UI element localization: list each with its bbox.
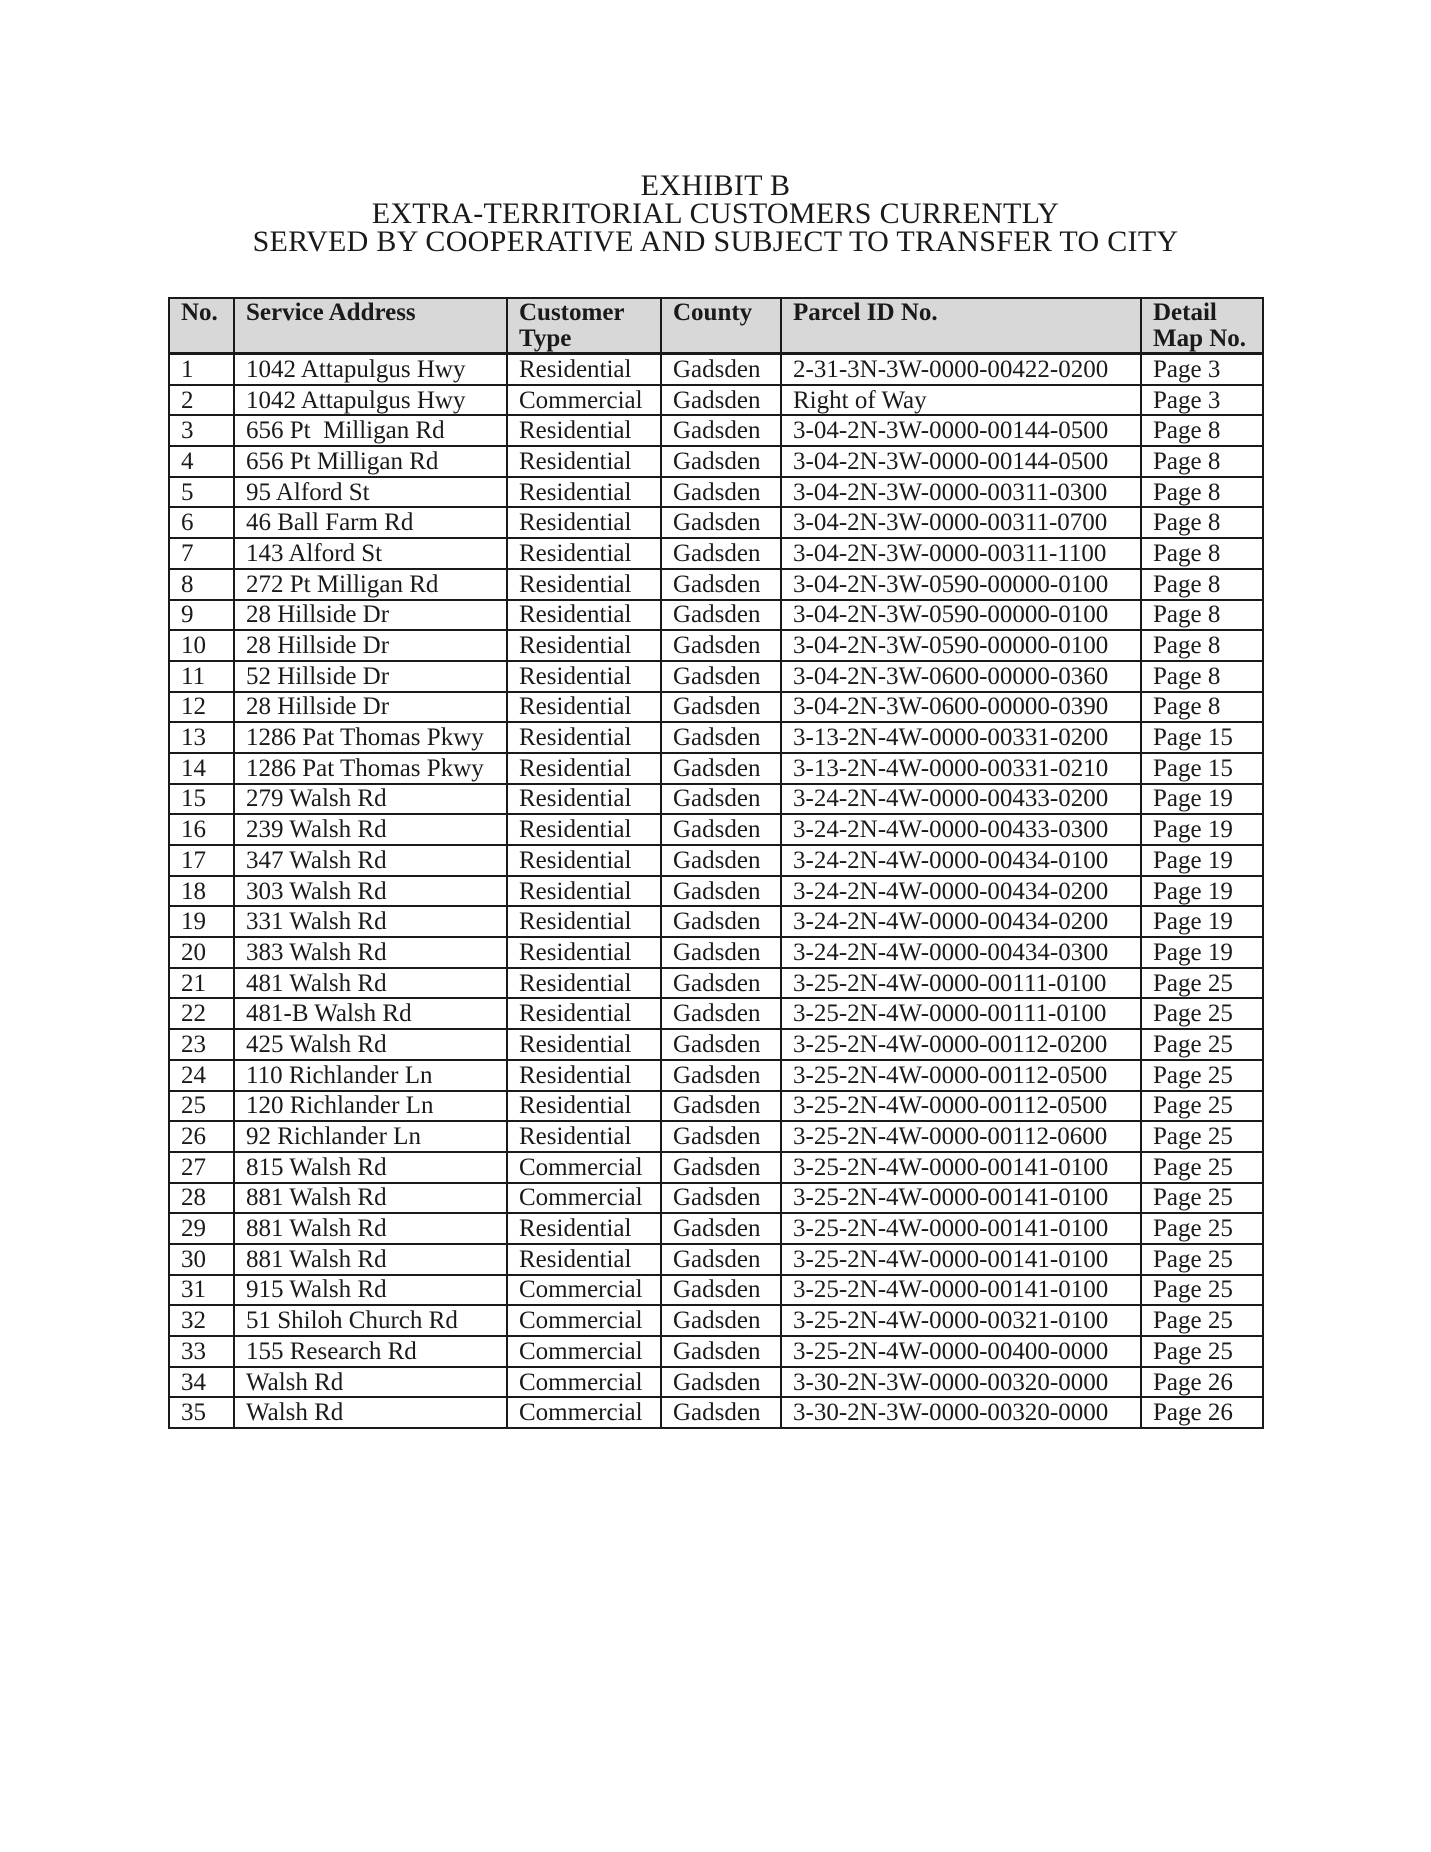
cell-detail-map: Page 25 — [1141, 1305, 1263, 1336]
cell-service-address: 1286 Pat Thomas Pkwy — [234, 722, 507, 753]
cell-county: Gadsden — [661, 1152, 781, 1183]
table-row — [169, 937, 1263, 968]
cell-detail-map: Page 25 — [1141, 1029, 1263, 1060]
cell-service-address: 1286 Pat Thomas Pkwy — [234, 753, 507, 784]
table-row — [169, 722, 1263, 753]
cell-no: 12 — [169, 692, 234, 723]
cell-detail-map: Page 8 — [1141, 630, 1263, 661]
cell-county: Gadsden — [661, 446, 781, 477]
cell-no: 35 — [169, 1397, 234, 1428]
cell-parcel-id: 3-04-2N-3W-0600-00000-0390 — [781, 692, 1141, 723]
cell-service-address: 425 Walsh Rd — [234, 1029, 507, 1060]
cell-service-address: 915 Walsh Rd — [234, 1275, 507, 1306]
cell-service-address: 1042 Attapulgus Hwy — [234, 385, 507, 416]
column-header-detail-map: Detail Map No. — [1141, 298, 1263, 354]
table-row — [169, 998, 1263, 1029]
cell-customer-type: Residential — [507, 845, 661, 876]
cell-county: Gadsden — [661, 1305, 781, 1336]
cell-detail-map: Page 8 — [1141, 507, 1263, 538]
cell-detail-map: Page 25 — [1141, 968, 1263, 999]
cell-customer-type: Commercial — [507, 1275, 661, 1306]
cell-detail-map: Page 8 — [1141, 477, 1263, 508]
cell-county: Gadsden — [661, 630, 781, 661]
cell-county: Gadsden — [661, 1213, 781, 1244]
cell-parcel-id: 3-25-2N-4W-0000-00111-0100 — [781, 968, 1141, 999]
cell-no: 11 — [169, 661, 234, 692]
cell-no: 13 — [169, 722, 234, 753]
table-row — [169, 1305, 1263, 1336]
cell-county: Gadsden — [661, 1060, 781, 1091]
cell-service-address: 155 Research Rd — [234, 1336, 507, 1367]
table-row — [169, 968, 1263, 999]
cell-county: Gadsden — [661, 968, 781, 999]
cell-detail-map: Page 3 — [1141, 385, 1263, 416]
cell-parcel-id: 3-30-2N-3W-0000-00320-0000 — [781, 1397, 1141, 1428]
cell-detail-map: Page 15 — [1141, 722, 1263, 753]
cell-customer-type: Residential — [507, 569, 661, 600]
cell-parcel-id: 2-31-3N-3W-0000-00422-0200 — [781, 354, 1141, 385]
cell-county: Gadsden — [661, 538, 781, 569]
table-row — [169, 507, 1263, 538]
cell-customer-type: Residential — [507, 998, 661, 1029]
cell-county: Gadsden — [661, 1121, 781, 1152]
table-row — [169, 814, 1263, 845]
cell-detail-map: Page 19 — [1141, 937, 1263, 968]
cell-parcel-id: 3-30-2N-3W-0000-00320-0000 — [781, 1367, 1141, 1398]
column-header-service-address: Service Address — [234, 298, 507, 354]
cell-detail-map: Page 8 — [1141, 446, 1263, 477]
table-row — [169, 876, 1263, 907]
cell-no: 26 — [169, 1121, 234, 1152]
table-row — [169, 415, 1263, 446]
cell-county: Gadsden — [661, 1367, 781, 1398]
cell-parcel-id: 3-25-2N-4W-0000-00141-0100 — [781, 1244, 1141, 1275]
table-row — [169, 385, 1263, 416]
cell-detail-map: Page 8 — [1141, 415, 1263, 446]
table-row — [169, 630, 1263, 661]
table-row — [169, 1029, 1263, 1060]
table-row — [169, 600, 1263, 631]
cell-county: Gadsden — [661, 415, 781, 446]
cell-detail-map: Page 25 — [1141, 1091, 1263, 1122]
table-row — [169, 661, 1263, 692]
cell-parcel-id: 3-24-2N-4W-0000-00433-0300 — [781, 814, 1141, 845]
cell-customer-type: Residential — [507, 906, 661, 937]
cell-county: Gadsden — [661, 998, 781, 1029]
table-row — [169, 538, 1263, 569]
cell-county: Gadsden — [661, 722, 781, 753]
table-row — [169, 1336, 1263, 1367]
cell-detail-map: Page 25 — [1141, 998, 1263, 1029]
cell-customer-type: Residential — [507, 876, 661, 907]
cell-county: Gadsden — [661, 507, 781, 538]
cell-customer-type: Commercial — [507, 1305, 661, 1336]
table-row — [169, 1275, 1263, 1306]
cell-parcel-id: 3-24-2N-4W-0000-00433-0200 — [781, 784, 1141, 815]
cell-customer-type: Residential — [507, 600, 661, 631]
cell-no: 29 — [169, 1213, 234, 1244]
cell-customer-type: Residential — [507, 415, 661, 446]
cell-no: 16 — [169, 814, 234, 845]
table-row — [169, 1060, 1263, 1091]
column-header-county: County — [661, 298, 781, 354]
cell-detail-map: Page 25 — [1141, 1275, 1263, 1306]
cell-customer-type: Commercial — [507, 1397, 661, 1428]
cell-no: 34 — [169, 1367, 234, 1398]
cell-parcel-id: 3-04-2N-3W-0590-00000-0100 — [781, 630, 1141, 661]
column-header-no: No. — [169, 298, 234, 354]
table-row — [169, 692, 1263, 723]
cell-county: Gadsden — [661, 477, 781, 508]
cell-customer-type: Residential — [507, 722, 661, 753]
table-row — [169, 1152, 1263, 1183]
cell-customer-type: Commercial — [507, 1367, 661, 1398]
cell-no: 7 — [169, 538, 234, 569]
cell-parcel-id: 3-25-2N-4W-0000-00321-0100 — [781, 1305, 1141, 1336]
cell-county: Gadsden — [661, 354, 781, 385]
cell-parcel-id: 3-13-2N-4W-0000-00331-0210 — [781, 753, 1141, 784]
cell-no: 15 — [169, 784, 234, 815]
cell-service-address: Walsh Rd — [234, 1367, 507, 1398]
cell-parcel-id: 3-04-2N-3W-0000-00144-0500 — [781, 446, 1141, 477]
cell-customer-type: Residential — [507, 753, 661, 784]
cell-customer-type: Residential — [507, 1060, 661, 1091]
cell-parcel-id: 3-25-2N-4W-0000-00112-0500 — [781, 1060, 1141, 1091]
cell-detail-map: Page 26 — [1141, 1397, 1263, 1428]
cell-detail-map: Page 25 — [1141, 1213, 1263, 1244]
table-row — [169, 1183, 1263, 1214]
cell-parcel-id: 3-25-2N-4W-0000-00141-0100 — [781, 1152, 1141, 1183]
cell-no: 25 — [169, 1091, 234, 1122]
cell-no: 10 — [169, 630, 234, 661]
cell-service-address: 881 Walsh Rd — [234, 1244, 507, 1275]
cell-parcel-id: 3-04-2N-3W-0000-00311-1100 — [781, 538, 1141, 569]
table-header-row — [169, 298, 1263, 354]
cell-detail-map: Page 25 — [1141, 1152, 1263, 1183]
cell-service-address: 1042 Attapulgus Hwy — [234, 354, 507, 385]
cell-parcel-id: 3-25-2N-4W-0000-00141-0100 — [781, 1275, 1141, 1306]
table-row — [169, 1244, 1263, 1275]
cell-no: 32 — [169, 1305, 234, 1336]
column-header-parcel-id: Parcel ID No. — [781, 298, 1141, 354]
cell-service-address: 272 Pt Milligan Rd — [234, 569, 507, 600]
table-row — [169, 1121, 1263, 1152]
cell-parcel-id: 3-25-2N-4W-0000-00400-0000 — [781, 1336, 1141, 1367]
cell-service-address: 28 Hillside Dr — [234, 692, 507, 723]
cell-parcel-id: 3-25-2N-4W-0000-00141-0100 — [781, 1213, 1141, 1244]
cell-no: 17 — [169, 845, 234, 876]
cell-no: 8 — [169, 569, 234, 600]
table-row — [169, 354, 1263, 385]
cell-service-address: 656 Pt Milligan Rd — [234, 415, 507, 446]
table-header — [169, 298, 1263, 354]
cell-parcel-id: 3-04-2N-3W-0000-00311-0300 — [781, 477, 1141, 508]
cell-county: Gadsden — [661, 600, 781, 631]
table-row — [169, 1213, 1263, 1244]
cell-county: Gadsden — [661, 1275, 781, 1306]
cell-parcel-id: 3-04-2N-3W-0000-00144-0500 — [781, 415, 1141, 446]
cell-customer-type: Residential — [507, 1029, 661, 1060]
cell-customer-type: Residential — [507, 784, 661, 815]
cell-detail-map: Page 19 — [1141, 876, 1263, 907]
cell-service-address: 656 Pt Milligan Rd — [234, 446, 507, 477]
cell-no: 4 — [169, 446, 234, 477]
cell-detail-map: Page 8 — [1141, 569, 1263, 600]
cell-service-address: 51 Shiloh Church Rd — [234, 1305, 507, 1336]
cell-service-address: 881 Walsh Rd — [234, 1183, 507, 1214]
cell-service-address: Walsh Rd — [234, 1397, 507, 1428]
cell-county: Gadsden — [661, 784, 781, 815]
cell-no: 6 — [169, 507, 234, 538]
cell-service-address: 881 Walsh Rd — [234, 1213, 507, 1244]
cell-detail-map: Page 25 — [1141, 1244, 1263, 1275]
cell-no: 18 — [169, 876, 234, 907]
cell-customer-type: Residential — [507, 477, 661, 508]
cell-service-address: 331 Walsh Rd — [234, 906, 507, 937]
cell-county: Gadsden — [661, 814, 781, 845]
cell-parcel-id: 3-24-2N-4W-0000-00434-0100 — [781, 845, 1141, 876]
cell-detail-map: Page 26 — [1141, 1367, 1263, 1398]
title-line-customers: EXTRA-TERRITORIAL CUSTOMERS CURRENTLY — [371, 197, 1060, 230]
cell-parcel-id: 3-25-2N-4W-0000-00112-0600 — [781, 1121, 1141, 1152]
cell-county: Gadsden — [661, 845, 781, 876]
title-line-exhibit: EXHIBIT B — [640, 169, 791, 202]
cell-parcel-id: 3-25-2N-4W-0000-00112-0500 — [781, 1091, 1141, 1122]
cell-service-address: 52 Hillside Dr — [234, 661, 507, 692]
cell-customer-type: Residential — [507, 692, 661, 723]
cell-county: Gadsden — [661, 661, 781, 692]
cell-parcel-id: 3-24-2N-4W-0000-00434-0300 — [781, 937, 1141, 968]
cell-parcel-id: 3-25-2N-4W-0000-00112-0200 — [781, 1029, 1141, 1060]
cell-service-address: 28 Hillside Dr — [234, 600, 507, 631]
cell-customer-type: Residential — [507, 661, 661, 692]
table-row — [169, 477, 1263, 508]
cell-service-address: 95 Alford St — [234, 477, 507, 508]
cell-parcel-id: Right of Way — [781, 385, 1141, 416]
cell-county: Gadsden — [661, 1397, 781, 1428]
cell-no: 19 — [169, 906, 234, 937]
cell-detail-map: Page 3 — [1141, 354, 1263, 385]
cell-parcel-id: 3-04-2N-3W-0000-00311-0700 — [781, 507, 1141, 538]
document-title — [0, 169, 1431, 258]
title-line-served: SERVED BY COOPERATIVE AND SUBJECT TO TRANSFER TO CITY — [252, 225, 1179, 258]
cell-county: Gadsden — [661, 753, 781, 784]
cell-no: 23 — [169, 1029, 234, 1060]
cell-parcel-id: 3-13-2N-4W-0000-00331-0200 — [781, 722, 1141, 753]
table-row — [169, 446, 1263, 477]
cell-detail-map: Page 8 — [1141, 538, 1263, 569]
cell-service-address: 110 Richlander Ln — [234, 1060, 507, 1091]
table-row — [169, 569, 1263, 600]
cell-service-address: 481 Walsh Rd — [234, 968, 507, 999]
table-row — [169, 906, 1263, 937]
cell-no: 24 — [169, 1060, 234, 1091]
cell-county: Gadsden — [661, 1183, 781, 1214]
cell-customer-type: Residential — [507, 1213, 661, 1244]
cell-parcel-id: 3-04-2N-3W-0590-00000-0100 — [781, 600, 1141, 631]
cell-customer-type: Residential — [507, 446, 661, 477]
customers-table — [168, 297, 1264, 1429]
cell-detail-map: Page 25 — [1141, 1121, 1263, 1152]
cell-service-address: 120 Richlander Ln — [234, 1091, 507, 1122]
cell-parcel-id: 3-25-2N-4W-0000-00111-0100 — [781, 998, 1141, 1029]
table-body — [169, 354, 1263, 1429]
cell-no: 27 — [169, 1152, 234, 1183]
table-row — [169, 1091, 1263, 1122]
cell-no: 28 — [169, 1183, 234, 1214]
cell-detail-map: Page 25 — [1141, 1060, 1263, 1091]
cell-no: 20 — [169, 937, 234, 968]
cell-customer-type: Commercial — [507, 1183, 661, 1214]
cell-no: 31 — [169, 1275, 234, 1306]
cell-detail-map: Page 19 — [1141, 845, 1263, 876]
cell-detail-map: Page 19 — [1141, 784, 1263, 815]
cell-service-address: 46 Ball Farm Rd — [234, 507, 507, 538]
cell-customer-type: Commercial — [507, 1152, 661, 1183]
cell-service-address: 481-B Walsh Rd — [234, 998, 507, 1029]
cell-no: 14 — [169, 753, 234, 784]
cell-customer-type: Residential — [507, 630, 661, 661]
cell-parcel-id: 3-04-2N-3W-0600-00000-0360 — [781, 661, 1141, 692]
cell-service-address: 303 Walsh Rd — [234, 876, 507, 907]
cell-customer-type: Residential — [507, 507, 661, 538]
cell-parcel-id: 3-24-2N-4W-0000-00434-0200 — [781, 876, 1141, 907]
cell-detail-map: Page 19 — [1141, 906, 1263, 937]
cell-customer-type: Residential — [507, 814, 661, 845]
cell-service-address: 92 Richlander Ln — [234, 1121, 507, 1152]
cell-detail-map: Page 25 — [1141, 1336, 1263, 1367]
cell-county: Gadsden — [661, 876, 781, 907]
cell-service-address: 815 Walsh Rd — [234, 1152, 507, 1183]
cell-county: Gadsden — [661, 937, 781, 968]
cell-no: 30 — [169, 1244, 234, 1275]
cell-no: 1 — [169, 354, 234, 385]
cell-detail-map: Page 15 — [1141, 753, 1263, 784]
cell-no: 3 — [169, 415, 234, 446]
cell-detail-map: Page 25 — [1141, 1183, 1263, 1214]
cell-customer-type: Residential — [507, 968, 661, 999]
cell-customer-type: Residential — [507, 1121, 661, 1152]
cell-customer-type: Commercial — [507, 1336, 661, 1367]
cell-no: 2 — [169, 385, 234, 416]
cell-county: Gadsden — [661, 1244, 781, 1275]
cell-no: 33 — [169, 1336, 234, 1367]
cell-no: 21 — [169, 968, 234, 999]
cell-no: 9 — [169, 600, 234, 631]
cell-detail-map: Page 19 — [1141, 814, 1263, 845]
cell-detail-map: Page 8 — [1141, 661, 1263, 692]
cell-county: Gadsden — [661, 385, 781, 416]
cell-service-address: 239 Walsh Rd — [234, 814, 507, 845]
table-row — [169, 1397, 1263, 1428]
cell-no: 5 — [169, 477, 234, 508]
cell-parcel-id: 3-25-2N-4W-0000-00141-0100 — [781, 1183, 1141, 1214]
cell-county: Gadsden — [661, 906, 781, 937]
cell-detail-map: Page 8 — [1141, 600, 1263, 631]
cell-county: Gadsden — [661, 1091, 781, 1122]
cell-county: Gadsden — [661, 569, 781, 600]
column-header-customer-type: Customer Type — [507, 298, 661, 354]
cell-service-address: 28 Hillside Dr — [234, 630, 507, 661]
cell-county: Gadsden — [661, 1336, 781, 1367]
cell-customer-type: Residential — [507, 1244, 661, 1275]
cell-customer-type: Residential — [507, 538, 661, 569]
table-row — [169, 845, 1263, 876]
cell-service-address: 383 Walsh Rd — [234, 937, 507, 968]
cell-detail-map: Page 8 — [1141, 692, 1263, 723]
cell-county: Gadsden — [661, 692, 781, 723]
cell-customer-type: Commercial — [507, 385, 661, 416]
cell-customer-type: Residential — [507, 1091, 661, 1122]
cell-service-address: 279 Walsh Rd — [234, 784, 507, 815]
cell-service-address: 143 Alford St — [234, 538, 507, 569]
cell-county: Gadsden — [661, 1029, 781, 1060]
table-row — [169, 784, 1263, 815]
cell-service-address: 347 Walsh Rd — [234, 845, 507, 876]
table-row — [169, 1367, 1263, 1398]
cell-customer-type: Residential — [507, 937, 661, 968]
cell-parcel-id: 3-24-2N-4W-0000-00434-0200 — [781, 906, 1141, 937]
table-row — [169, 753, 1263, 784]
cell-parcel-id: 3-04-2N-3W-0590-00000-0100 — [781, 569, 1141, 600]
cell-customer-type: Residential — [507, 354, 661, 385]
cell-no: 22 — [169, 998, 234, 1029]
